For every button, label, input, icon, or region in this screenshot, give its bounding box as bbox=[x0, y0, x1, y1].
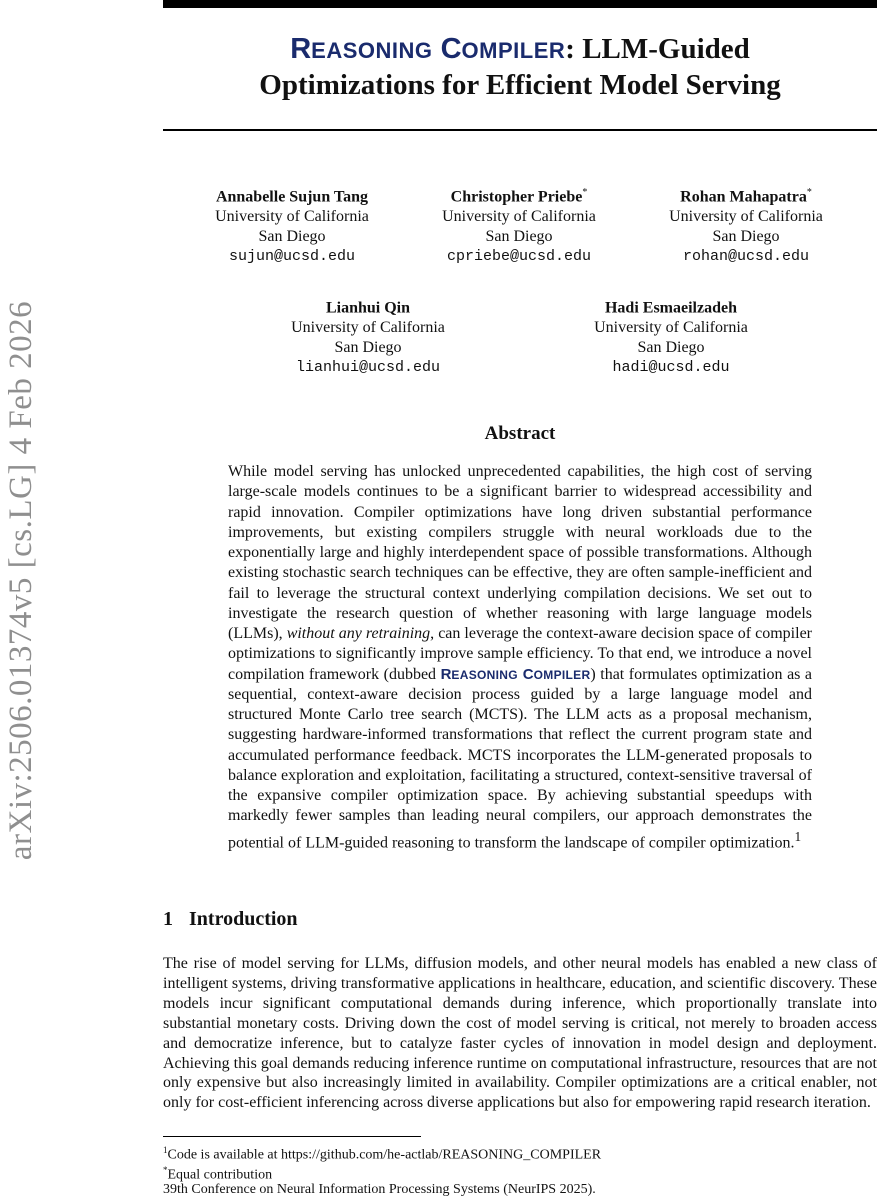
author-affiliation-city: San Diego bbox=[258, 228, 326, 246]
footnote-ref: 1 bbox=[794, 828, 802, 844]
author-email: rohan@ucsd.edu bbox=[682, 248, 810, 266]
author-block bbox=[646, 183, 846, 267]
author-email: cpriebe@ucsd.edu bbox=[446, 248, 592, 266]
author-block bbox=[419, 183, 619, 267]
conference-notice: 39th Conference on Neural Information Processing Systems (NeurIPS 2025). bbox=[163, 1182, 596, 1197]
author-block bbox=[192, 183, 392, 267]
introduction-paragraph: The rise of model serving for LLMs, diffusion models, and other neural models has enabled a new class of intelligent systems, driving transformative applications in healthcare, education, and scientific discovery. These models incur significant computational demands during inference, which proportionally translate into substantial monetary costs. Driving down the cost of model serving is critical, not merely to broaden access and democratize inference, but to catalyze faster cycles of innovation in model design and deployment. Achieving this goal demands reducing inference runtime on computational infrastructure, resources that are not only expensive but also increasingly limited in availability. Compiler optimizations are a critical enabler, not only for cost-efficient inferencing across diverse applications but also for empowering rapid research iteration. bbox=[163, 955, 877, 1112]
author-name: Rohan Mahapatra* bbox=[680, 187, 812, 206]
author-email: hadi@ucsd.edu bbox=[612, 359, 730, 377]
author-email: lianhui@ucsd.edu bbox=[295, 359, 441, 377]
title-rule bbox=[163, 129, 877, 131]
author-block bbox=[268, 294, 468, 378]
section-heading bbox=[163, 908, 298, 931]
author-affiliation-city: San Diego bbox=[712, 228, 780, 246]
section-number: 1 bbox=[163, 908, 173, 930]
author-affiliation: University of California bbox=[669, 208, 823, 226]
author-affiliation: University of California bbox=[594, 319, 748, 337]
author-affiliation: University of California bbox=[215, 208, 369, 226]
abstract-body: While model serving has unlocked unprecedented capabilities, the high cost of serving large-scale models continues to be a significant barrier to widespread accessibility and rapid innovation. Compiler optimizations have long driven substantial performance improvements, but existing compilers struggle with neural workloads due to the exponentially large and highly interdependent space of possible transformations. Although existing stochastic search techniques can be effective, they are often sample-inefficient and fail to leverage the structural context underlying compilation decisions. We set out to investigate the research question of whether reasoning with large language models (LLMs), without any retraining, can leverage the context-aware decision space of compiler optimizations to significantly improve sample efficiency. To that end, we introduce a novel compilation framework (dubbed REASONING COMPILER) that formulates optimization as a sequential, context-aware decision process guided by a large language model and structured Monte Carlo tree search (MCTS). The LLM acts as a proposal mechanism, suggesting hardware-informed transformations that reflect the current program state and accumulated performance feedback. MCTS incorporates the LLM-generated proposals to balance exploration and exploitation, facilitating a structured, context-sensitive traversal of the expansive compiler optimization space. By achieving substantial speedups with markedly fewer samples than leading neural compilers, our approach demonstrates the potential of LLM-guided reasoning to transform the landscape of compiler optimization.$^1$ bbox=[228, 463, 813, 851]
author-name: Christopher Priebe* bbox=[450, 187, 588, 206]
author-name: Annabelle Sujun Tang bbox=[215, 188, 369, 206]
author-affiliation: University of California bbox=[442, 208, 596, 226]
title-line-2: Optimizations for Efficient Model Serving bbox=[259, 69, 781, 101]
author-block bbox=[571, 294, 771, 378]
author-affiliation: University of California bbox=[291, 319, 445, 337]
footnote-rule bbox=[163, 1136, 421, 1137]
footnote: *Equal contribution bbox=[163, 1165, 273, 1183]
arxiv-identifier: arXiv:2506.01374v5 [cs.LG] 4 Feb 2026 bbox=[3, 300, 40, 860]
author-name: Hadi Esmaeilzadeh bbox=[604, 299, 737, 317]
system-name-inline: REASONING COMPILER bbox=[440, 665, 591, 683]
paper-title bbox=[163, 32, 877, 102]
top-rule bbox=[163, 0, 877, 8]
arxiv-sidebar bbox=[2, 260, 42, 900]
footnote: $^1$Code is available at https://github.com/he-actlab/REASONING_COMPILER bbox=[163, 1145, 602, 1163]
author-affiliation-city: San Diego bbox=[637, 339, 705, 357]
system-name: REASONING COMPILER bbox=[290, 33, 566, 65]
title-line-1: REASONING COMPILER: LLM-Guided bbox=[290, 33, 750, 65]
author-name: Lianhui Qin bbox=[325, 299, 411, 317]
abstract-heading: Abstract bbox=[484, 423, 556, 444]
author-affiliation-city: San Diego bbox=[485, 228, 553, 246]
author-email: sujun@ucsd.edu bbox=[228, 248, 356, 266]
author-affiliation-city: San Diego bbox=[334, 339, 402, 357]
section-title: Introduction bbox=[189, 908, 298, 930]
